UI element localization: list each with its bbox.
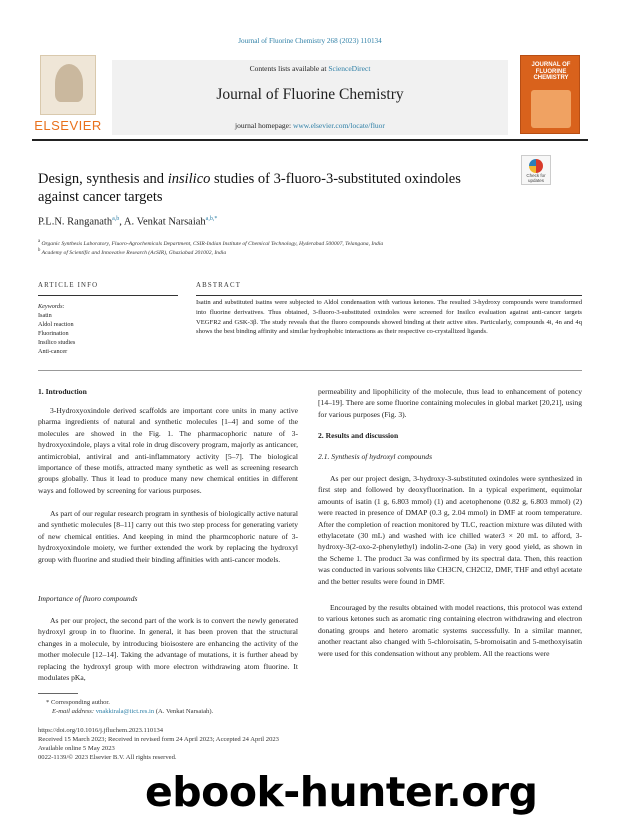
contents-prefix: Contents lists available at: [249, 64, 327, 73]
homepage-line: [112, 121, 508, 130]
journal-homepage-link[interactable]: www.elsevier.com/locate/fluor: [292, 121, 385, 130]
article-info-heading: ARTICLE INFO: [38, 282, 99, 289]
journal-cover-image[interactable]: [520, 55, 580, 134]
article-info-rule: [38, 295, 178, 296]
title-part1: Design, synthesis and: [38, 171, 165, 187]
section-heading-results: 2. Results and discussion: [318, 431, 399, 440]
email-label: E-mail address:: [52, 708, 95, 715]
email-link[interactable]: vnakkirala@iict.res.in: [95, 708, 155, 715]
elsevier-tree-icon: [40, 55, 96, 115]
title-line2: against cancer targets: [38, 189, 163, 205]
right-paragraph-continuation: permeability and lipophilicity of the molecule, thus lead to enhancement of potency [14–19]. There are some fluorine containing molecules in global market [20,21], using for various purposes (Fig. 3).: [318, 387, 582, 419]
keyword-item: Insilico studies: [38, 339, 76, 346]
abstract-body: Isatin and substituted isatins were subjected to Aldol condensation with various ketones. The resulted 3-hydroxy compounds were transformed into fluorine derivatives. Thus obtained, 3-fluoro-3-substituted oxindoles were screened for Insilco evaluation against anti-cancer targets VEGFR2 and GSK-3β. The study reveals that the fluoro compounds showed binding at their active sites. Particularly, compounds 4i, 4n and 4q shows the best binding affinity and similar hydrophobic interactions as their respective co-crystallized ligands.: [196, 299, 582, 336]
keyword-item: Aldol reaction: [38, 321, 74, 328]
subsection-heading-importance: Importance of fluoro compounds: [38, 594, 138, 603]
contents-line: [112, 64, 508, 73]
author-name[interactable]: P.L.N. Ranganath: [38, 216, 113, 228]
watermark-text: ebook-hunter.org: [145, 768, 538, 816]
keyword-item: Fluorination: [38, 330, 69, 337]
article-title: [38, 170, 508, 206]
footnote-rule: [38, 693, 78, 694]
affiliation-a: $^a$ Organic Synthesis Laboratory, Fluoro-Agrochemicals Department, CSIR-Indian Institute of Chemical Technology, Hyderabad 500007, Telangana, India: [38, 239, 384, 247]
author-name[interactable]: A. Venkat Narsaiah: [123, 216, 206, 228]
cover-title: JOURNAL OF FLUORINE CHEMISTRY: [531, 62, 571, 82]
check-for-updates-button[interactable]: [521, 155, 551, 185]
abstract-bottom-rule: [38, 370, 582, 371]
crossmark-icon: [529, 159, 543, 173]
copyright-line: 0022-1139/© 2023 Elsevier B.V. All rights reserved.: [38, 754, 177, 761]
title-part2: studies of 3-fluoro-3-substituted oxindoles: [214, 171, 461, 187]
author-list: P.L.N. Ranganath$^{a,b}$, A. Venkat Narsaiah$^{a,b,*}$: [38, 216, 218, 228]
header-divider: [32, 139, 588, 141]
corresponding-author-note: * Corresponding author.: [46, 699, 110, 706]
journal-title: Journal of Fluorine Chemistry: [216, 86, 404, 103]
importance-paragraph: As per our project, the second part of the work is to convert the newly generated hydroxyl group in to fluorine. In general, it has been proven that the structural changes in a molecule, by introducing bioisostere are enhancing the activity of the mother molecule [12–14]. Taking the advantage of mutations, it is further ahead by replacing the hydroxyl group with more electron withdrawing atom fluorine. It modulates pKa,: [38, 616, 298, 683]
subsection-heading-synthesis: 2.1. Synthesis of hydroxyl compounds: [318, 452, 433, 461]
section-heading-introduction: 1. Introduction: [38, 387, 87, 396]
keyword-item: Isatin: [38, 312, 52, 319]
available-online: Available online 5 May 2023: [38, 745, 115, 752]
email-suffix: (A. Venkat Narsaiah).: [155, 708, 214, 715]
elsevier-wordmark: ELSEVIER: [34, 118, 102, 133]
author-affil-sup[interactable]: a,b,*: [205, 216, 218, 222]
sciencedirect-link[interactable]: ScienceDirect: [328, 64, 371, 73]
author-affil-sup[interactable]: a,b: [112, 216, 120, 222]
synthesis-paragraph-1: As per our project design, 3-hydroxy-3-substituted oxindoles were synthesized in first step and followed by deoxyfluorination. In a typical experiment, equimolar amounts of isatin (1 g, 6.803 mmol) (1) and acetophenone (0.82 g, 6.803 mmol) (2) were reacted in presence of DMAP (0.3 g, 2.04 mmol) in DMF at room temperature. After the completion of reaction monitored by TLC, reaction mixture was diluted with ethylacetate (30 mL) and washed with ice chilled water3 × 20 mL to afford, 3-hydroxy-3(2-oxo-2-phenylethyl) indolin-2-one (3a) in very good yield, as shown in the Scheme 1. The product 3a was confirmed by its spectral data. Then, this reaction was conducted in various solvents like CH3CN, CH2Cl2, DMF, THF and ethyl acetate and the better results were found in DMF.: [318, 474, 582, 586]
keywords-label: Keywords:: [38, 303, 65, 310]
abstract-heading: ABSTRACT: [196, 282, 242, 289]
synthesis-paragraph-2: Encouraged by the results obtained with model reactions, this protocol was extend to various ketones such as aromatic ring containing electron withdrawing and electron donating groups and hetero aromatic systems successfully. In a similar manner, another reactant also changed with 5-chloroisatin, 5-bromoisatin and 5-methoxyisatin were used for this condensation without any problem. All the reactions were: [318, 603, 582, 658]
received-dates: Received 15 March 2023; Received in revised form 24 April 2023; Accepted 24 April 2023: [38, 736, 279, 743]
affiliation-text: Academy of Scientific and Innovative Research (AcSIR), Ghaziabad 201002, India: [41, 249, 227, 256]
keyword-item: Anti-cancer: [38, 348, 68, 355]
affiliation-b: $^b$ Academy of Scientific and Innovative Research (AcSIR), Ghaziabad 201002, India: [38, 248, 227, 256]
elsevier-logo: [32, 55, 104, 137]
cover-art: [531, 90, 571, 128]
crossmark-label: Check for updates: [526, 173, 546, 183]
affiliation-text: Organic Synthesis Laboratory, Fluoro-Agrochemicals Department, CSIR-Indian Institute of Chemical Technology, Hyderabad 500007, Telangana, India: [41, 240, 384, 247]
doi-link[interactable]: https://doi.org/10.1016/j.jfluchem.2023.110134: [38, 727, 164, 734]
homepage-prefix: journal homepage:: [235, 121, 292, 130]
email-note: [52, 707, 213, 716]
title-italic: insilico: [167, 171, 211, 187]
intro-paragraph-1: 3-Hydroxyoxindole derived scaffolds are important core units in many active pharma ingredients of natural and synthetic molecules [1–4] and some of the molecules are showed in the Fig. 1. The pharmacophoric nature of 3-hydroxyoxindole, plays a vital role in drug discovery program, majorly as anticancer, antimicrobial, antiviral and anti-inflammatory activity [5–7]. The biological importance of these motifs, attracted many synthetic as well as screening research groups globally. Thus it lead to produce many new chemical entities in different ways and followed by screening for various purposes.: [38, 406, 298, 495]
abstract-rule: [196, 295, 582, 296]
running-head[interactable]: Journal of Fluorine Chemistry 268 (2023) 110134: [238, 37, 382, 45]
intro-paragraph-2: As part of our regular research program in synthesis of biologically active natural and synthetic molecules [8–11] carry out this two step process for generating variety of new chemical entities. And keeping in mind the pharmcophoric nature of 3-hydroxyoxindole moiety, we further extended the work by replacing the hydroxyl group with fluorine and studied their binding affinities with anti-cancer models.: [38, 509, 298, 564]
